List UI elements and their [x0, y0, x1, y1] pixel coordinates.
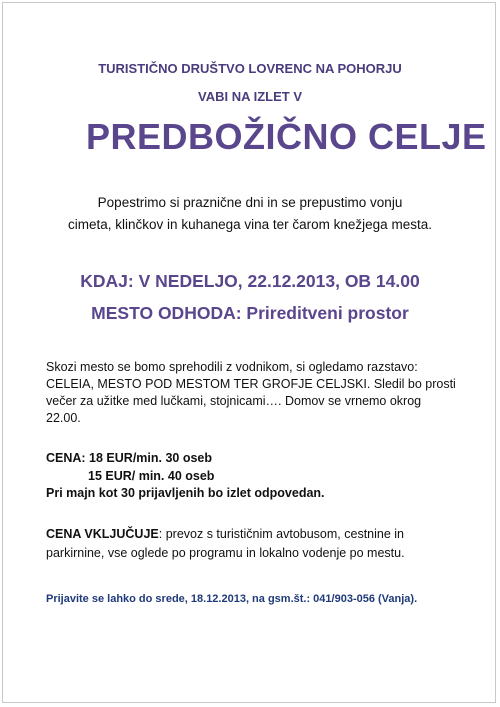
includes-text: : prevoz s turističnim avtobusom, cestnine in [158, 527, 405, 541]
includes-line [46, 525, 466, 544]
intro-line: Popestrimo si praznične dni in se prepustimo vonju [97, 195, 403, 210]
intro-paragraph [0, 192, 500, 236]
event-title: PREDBOŽIČNO CELJE [86, 116, 487, 157]
cancellation-note: Pri majn kot 30 prijavljenih bo izlet odpovedan. [46, 486, 325, 500]
description-line: Skozi mesto se bomo sprehodili z vodnikom, si ogledamo razstavo: [46, 360, 418, 374]
description-line: 22.00. [46, 411, 81, 425]
price-line: 15 EUR/ min. 40 oseb [88, 468, 215, 483]
intro-line: cimeta, klinčkov in kuhanega vina ter čarom knežjega mesta. [68, 217, 432, 232]
includes-label: CENA VKLJUČUJE [46, 527, 159, 541]
includes-line: parkirnine, vse oglede po programu in lokalno vodenje po mestu. [46, 546, 405, 560]
program-description [46, 359, 458, 427]
price-line: CENA: 18 EUR/min. 30 oseb [46, 451, 213, 465]
price-includes [46, 525, 466, 563]
invite-line: VABI NA IZLET V [198, 89, 302, 104]
description-line: CELEIA, MESTO POD MESTOM TER GROFJE CELJSKI. Sledil bo prosti [46, 377, 456, 391]
event-date: KDAJ: V NEDELJO, 22.12.2013, OB 14.00 [80, 271, 420, 291]
departure-place: MESTO ODHODA: Prireditveni prostor [91, 303, 409, 323]
signup-note: Prijavite se lahko do srede, 18.12.2013, na gsm.št.: 041/903-056 (Vanja). [46, 593, 418, 605]
organization-name: TURISTIČNO DRUŠTVO LOVRENC NA POHORJU [98, 61, 402, 76]
price-block [46, 450, 325, 503]
description-line: večer za užitke med lučkami, stojnicami…. Domov se vrnemo okrog [46, 394, 422, 408]
